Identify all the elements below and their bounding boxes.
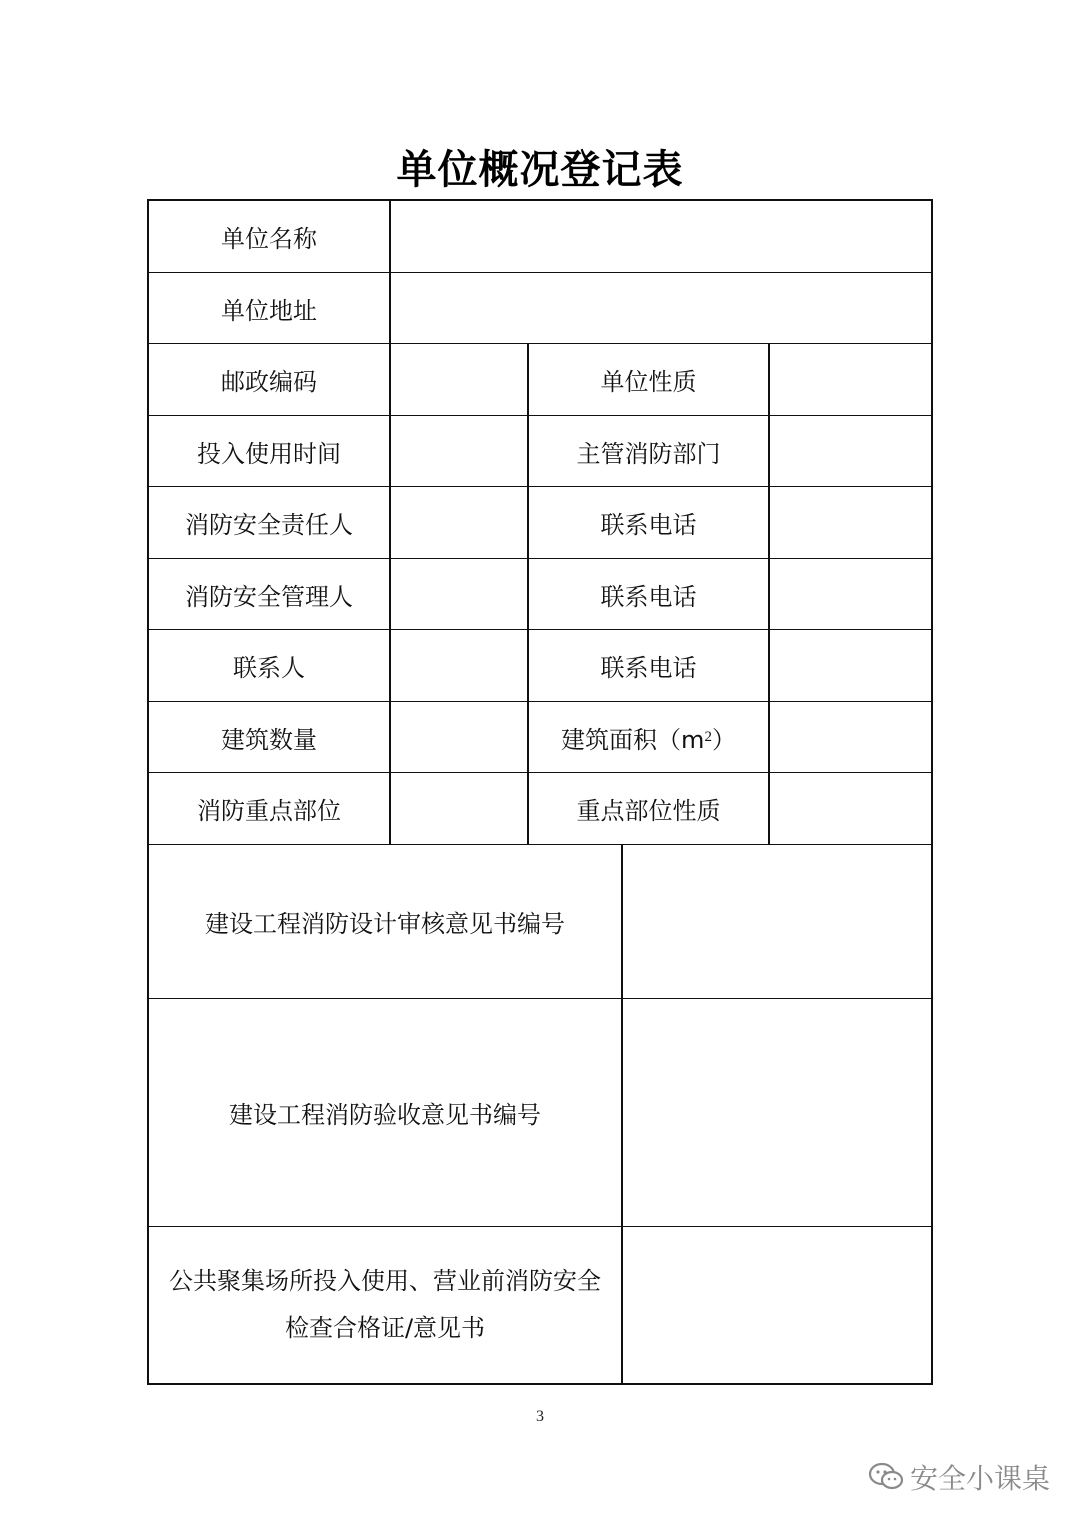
field-contact[interactable] — [391, 630, 529, 701]
label-fire-authority: 主管消防部门 — [529, 416, 770, 486]
registration-form — [147, 199, 933, 1385]
field-safety-manager[interactable] — [391, 559, 529, 629]
field-key-parts[interactable] — [391, 773, 529, 844]
form-row-acceptance — [149, 999, 931, 1227]
field-postal-code[interactable] — [391, 344, 529, 415]
watermark — [868, 1457, 1050, 1497]
label-building-area — [529, 702, 770, 772]
field-building-area[interactable] — [770, 702, 933, 772]
form-row-public-assembly — [149, 1227, 931, 1383]
area-unit-superscript: 2 — [704, 728, 712, 745]
public-assembly-line-1: 公共聚集场所投入使用、营业前消防安全 — [169, 1267, 601, 1295]
field-phone-1[interactable] — [770, 487, 933, 558]
label-building-count: 建筑数量 — [149, 702, 391, 772]
form-row-key-parts — [149, 773, 931, 845]
label-acceptance-number: 建设工程消防验收意见书编号 — [149, 999, 623, 1226]
label-design-review-number: 建设工程消防设计审核意见书编号 — [149, 845, 623, 998]
label-safety-responsible: 消防安全责任人 — [149, 487, 391, 558]
label-key-parts: 消防重点部位 — [149, 773, 391, 844]
field-phone-3[interactable] — [770, 630, 933, 701]
field-building-count[interactable] — [391, 702, 529, 772]
form-row-commission-time — [149, 416, 931, 487]
page-number: 3 — [536, 1408, 544, 1425]
field-public-assembly-certificate[interactable] — [623, 1227, 933, 1383]
field-unit-address[interactable] — [391, 273, 933, 343]
label-phone-3: 联系电话 — [529, 630, 770, 701]
form-row-unit-name — [149, 201, 931, 273]
form-title: 单位概况登记表 — [396, 147, 684, 193]
field-design-review-number[interactable] — [623, 845, 933, 998]
building-area-close: ） — [711, 725, 736, 754]
field-unit-nature[interactable] — [770, 344, 933, 415]
watermark-text: 安全小课桌 — [910, 1462, 1051, 1495]
label-phone-1: 联系电话 — [529, 487, 770, 558]
label-contact: 联系人 — [149, 630, 391, 701]
field-unit-name[interactable] — [391, 201, 933, 272]
label-postal-code: 邮政编码 — [149, 344, 391, 415]
field-fire-authority[interactable] — [770, 416, 933, 486]
form-row-postal-code — [149, 344, 931, 416]
label-unit-name: 单位名称 — [149, 201, 391, 272]
field-acceptance-number[interactable] — [623, 999, 933, 1226]
public-assembly-line-2: 检查合格证/意见书 — [284, 1314, 486, 1342]
label-public-assembly-certificate — [149, 1227, 623, 1383]
label-key-parts-nature: 重点部位性质 — [529, 773, 770, 844]
label-safety-manager: 消防安全管理人 — [149, 559, 391, 629]
field-key-parts-nature[interactable] — [770, 773, 933, 844]
label-unit-address: 单位地址 — [149, 273, 391, 343]
field-phone-2[interactable] — [770, 559, 933, 629]
form-row-building-count — [149, 702, 931, 773]
field-commission-time[interactable] — [391, 416, 529, 486]
form-row-contact — [149, 630, 931, 702]
form-row-design-review — [149, 845, 931, 999]
label-commission-time: 投入使用时间 — [149, 416, 391, 486]
label-unit-nature: 单位性质 — [529, 344, 770, 415]
wechat-icon — [868, 1462, 904, 1492]
field-safety-responsible[interactable] — [391, 487, 529, 558]
form-row-safety-responsible — [149, 487, 931, 559]
building-area-text: 建筑面积（m — [561, 725, 705, 754]
label-phone-2: 联系电话 — [529, 559, 770, 629]
form-row-unit-address — [149, 273, 931, 344]
form-row-safety-manager — [149, 559, 931, 630]
